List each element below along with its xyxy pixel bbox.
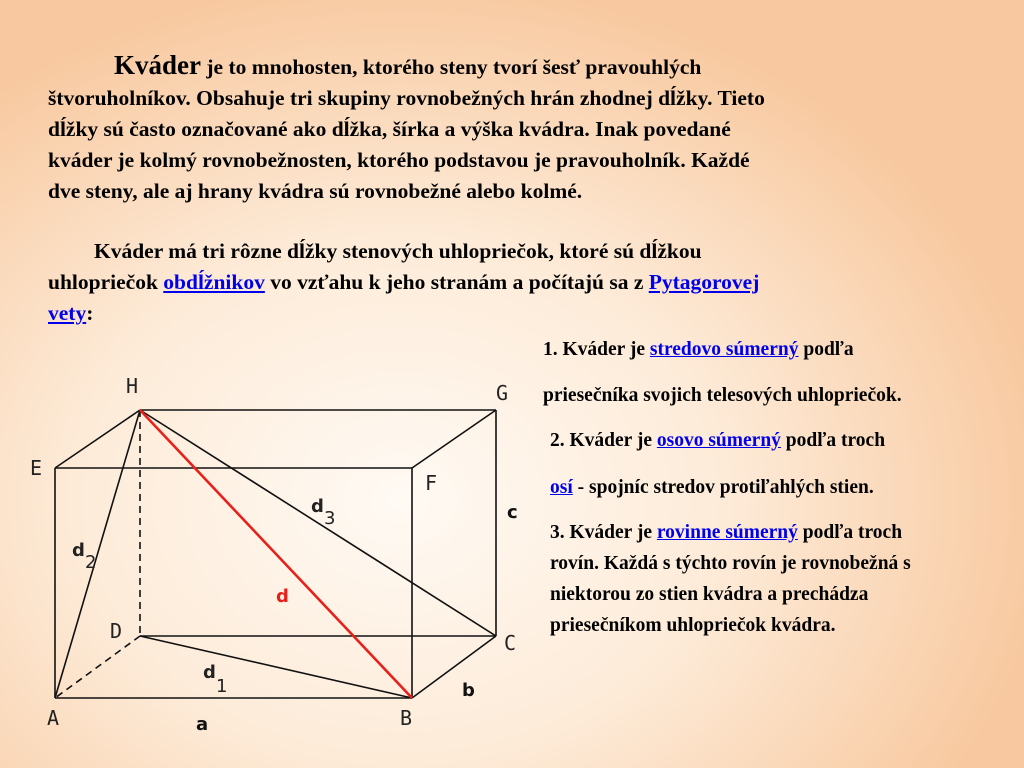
symmetry-item-1-cont: priesečníka svojich telesových uhlopriečok. bbox=[543, 385, 902, 406]
cuboid-figure bbox=[0, 360, 540, 768]
diagonal-label-d2: d bbox=[72, 540, 85, 561]
edge-label-a: a bbox=[196, 714, 209, 735]
vertex-label-c: C bbox=[504, 631, 517, 655]
symmetry-item-1-end: podľa bbox=[798, 339, 854, 360]
diagonals-line-2-start: uhlopriečok bbox=[48, 270, 164, 294]
link-osovo-sumerny[interactable]: osovo súmerný bbox=[656, 430, 781, 451]
vertex-label-a: A bbox=[47, 706, 60, 730]
symmetry-item-3 bbox=[550, 520, 902, 546]
edge-da-hidden bbox=[55, 636, 140, 698]
vertex-label-f: F bbox=[425, 471, 438, 495]
symmetry-item-3-label: 3. Kváder je bbox=[550, 522, 657, 543]
vertex-label-g: G bbox=[496, 381, 509, 405]
symmetry-item-1 bbox=[543, 337, 854, 363]
diagonal-d3 bbox=[140, 410, 496, 636]
symmetry-item-1-label: 1. Kváder je bbox=[543, 339, 650, 360]
vertex-label-b: B bbox=[400, 706, 413, 730]
intro-line-5: dve steny, ale aj hrany kvádra sú rovnobežné alebo kolmé. bbox=[48, 179, 583, 203]
symmetry-item-2-cont bbox=[550, 475, 874, 501]
symmetry-item-3-end: podľa troch bbox=[797, 522, 903, 543]
symmetry-item-3-line-3: niektorou zo stien kvádra a prechádza bbox=[550, 584, 869, 605]
symmetry-item-2-end: podľa troch bbox=[780, 430, 886, 451]
diagonal-label-d2-sub: 2 bbox=[85, 552, 97, 573]
symmetry-item-3-line-4 bbox=[550, 613, 835, 639]
intro-line-3: dĺžky sú často označované ako dĺžka, šírka a výška kvádra. Inak povedané bbox=[48, 117, 731, 141]
vertex-label-d: D bbox=[110, 619, 123, 643]
diagonals-line-2-mid: vo vzťahu k jeho stranám a počítajú sa z bbox=[264, 270, 649, 294]
edge-fg bbox=[412, 410, 496, 468]
edge-label-b: b bbox=[462, 680, 475, 701]
link-rovinne-sumerny[interactable]: rovinne súmerný bbox=[656, 522, 798, 543]
term-kvader: Kváder bbox=[114, 50, 201, 80]
intro-paragraph bbox=[48, 50, 1008, 207]
diagonals-line-3-end: : bbox=[86, 301, 94, 325]
symmetry-item-2 bbox=[550, 428, 885, 454]
link-osi[interactable]: osí bbox=[550, 477, 573, 498]
symmetry-item-2-cont-text: - spojníc stredov protiľahlých stien. bbox=[572, 477, 874, 498]
edge-bc bbox=[412, 636, 496, 698]
diagonals-line-1: Kváder má tri rôzne dĺžky stenových uhlopriečok, ktoré sú dĺžkou bbox=[94, 239, 702, 263]
vertex-label-e: E bbox=[30, 456, 43, 480]
diagonal-label-d3: d bbox=[311, 496, 324, 517]
intro-line-2: štvoruholníkov. Obsahuje tri skupiny rovnobežných hrán zhodnej dĺžky. Tieto bbox=[48, 86, 765, 110]
diagonal-label-d3-sub: 3 bbox=[324, 508, 336, 529]
symmetry-item-2-label: 2. Kváder je bbox=[550, 430, 657, 451]
symmetry-item-3-period: . bbox=[830, 615, 836, 636]
edge-label-c: c bbox=[507, 502, 518, 523]
link-pytagorovej[interactable]: Pytagorovej bbox=[648, 270, 760, 294]
diagonal-label-d: d bbox=[276, 586, 289, 607]
diagonal-d bbox=[140, 410, 412, 698]
symmetry-item-3-line-2: rovín. Každá s týchto rovín je rovnobežná s bbox=[550, 553, 911, 574]
diagonal-label-d1-sub: 1 bbox=[216, 676, 228, 697]
diagonal-d2 bbox=[55, 410, 140, 698]
link-stredovo-sumerny[interactable]: stredovo súmerný bbox=[649, 339, 799, 360]
symmetry-item-3-line-4-text: priesečníkom uhlopriečok kvádra bbox=[550, 615, 831, 636]
intro-line-4: kváder je kolmý rovnobežnosten, ktorého podstavou je pravouholník. Každé bbox=[48, 148, 750, 172]
link-vety[interactable]: vety bbox=[48, 301, 87, 325]
diagonal-label-d1: d bbox=[203, 662, 216, 683]
vertex-label-h: H bbox=[126, 374, 139, 398]
edge-he bbox=[55, 410, 140, 468]
link-obdlznikov[interactable]: obdĺžnikov bbox=[163, 270, 265, 294]
diagonals-paragraph bbox=[48, 236, 998, 329]
diagonal-d1 bbox=[140, 636, 412, 698]
intro-line-1: je to mnohosten, ktorého steny tvorí šesť pravouhlých bbox=[201, 55, 702, 79]
